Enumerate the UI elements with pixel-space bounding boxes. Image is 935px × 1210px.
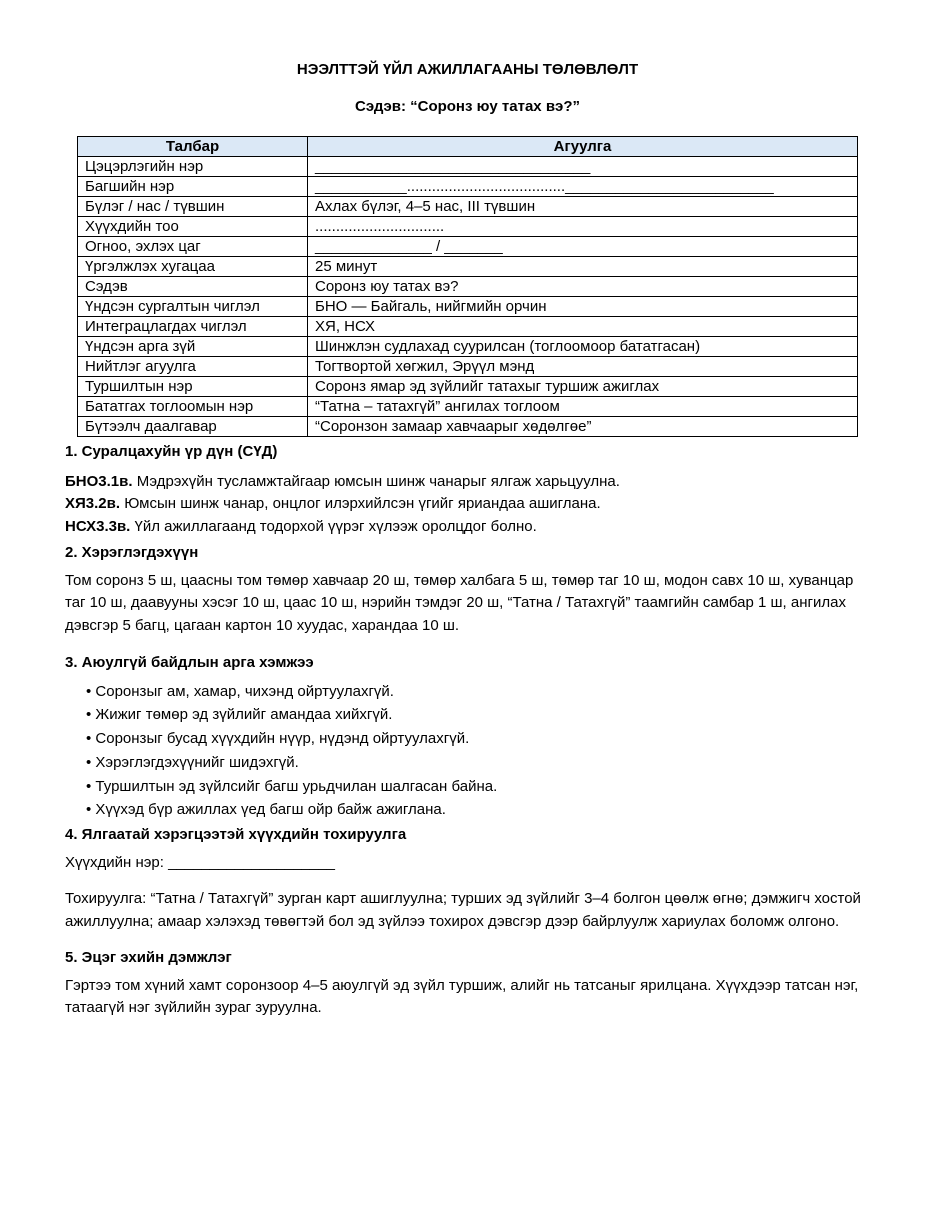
table-body (78, 157, 858, 437)
field-value: Соронз юу татах вэ? (308, 277, 858, 297)
field-label: Нийтлэг агуулга (78, 357, 308, 377)
field-label: Бататгах тоглоомын нэр (78, 397, 308, 417)
section-2-text: Том соронз 5 ш, цаасны том төмөр хавчаар 20 ш, төмөр халбага 5 ш, төмөр таг 10 ш, модон савх 10 ш, хуванцар таг 10 ш, даавууны хэсэг 10 ш, цаас 10 ш, нэрийн тэмдэг 20 ш, “Татна / Татахгүй” таамгийн самбар 1 ш, ангилах дэвсгэр 5 багц, цагаан картон 10 хуудас, харандаа 10 ш. (65, 571, 854, 634)
outcome-text: Юмсын шинж чанар, онцлог илэрхийлсэн үгийг яриандаа ашиглана. (120, 495, 601, 512)
table-row (78, 397, 858, 417)
field-label: Үндсэн арга зүй (78, 337, 308, 357)
field-label: Огноо, эхлэх цаг (78, 237, 308, 257)
field-value: Шинжлэн судлахад суурилсан (тоглоомоор бататгасан) (308, 337, 858, 357)
section-5-heading: 5. Эцэг эхийн дэмжлэг (65, 949, 232, 967)
field-value: “Татна – татахгүй” ангилах тоглоом (308, 397, 858, 417)
outcome-text: Үйл ажиллагаанд тодорхой үүрэг хүлээж оролцдог болно. (130, 517, 537, 535)
field-label: Хүүхдийн тоо (78, 217, 308, 237)
table-row (78, 417, 858, 437)
field-value: Ахлах бүлэг, 4–5 нас, III түвшин (308, 197, 858, 217)
section-4-heading: 4. Ялгаатай хэрэгцээтэй хүүхдийн тохируулга (65, 826, 407, 844)
list-item: • Соронзыг бусад хүүхдийн нүүр, нүдэнд ойртуулахгүй. (86, 730, 470, 748)
field-value: ............................... (308, 217, 858, 237)
field-value: Соронз ямар эд зүйлийг татахыг туршиж ажиглах (308, 377, 858, 397)
field-value: ХЯ, НСХ (308, 317, 858, 337)
field-value: ______________ / _______ (308, 237, 858, 257)
table-row (78, 377, 858, 397)
table-row (78, 317, 858, 337)
field-value: ___________......................................_________________________ (308, 177, 858, 197)
list-item: • Соронзыг ам, хамар, чихэнд ойртуулахгүй. (86, 682, 394, 700)
field-value: БНО — Байгаль, нийгмийн орчин (308, 297, 858, 317)
table-row (78, 177, 858, 197)
field-label: Бүлэг / нас / түвшин (78, 197, 308, 217)
table-row (78, 197, 858, 217)
document-title: НЭЭЛТТЭЙ ҮЙЛ АЖИЛЛАГААНЫ ТӨЛӨВЛӨЛТ (296, 61, 639, 78)
section-4-text: Тохируулга: “Татна / Татахгүй” зурган карт ашиглуулна; турших эд зүйлийг 3–4 болгон цөөлж өгнө; дэмжигч хостой ажиллуулна; амаар хэлэхэд төвөгтэй бол эд зүйлээ тохирох дэвсгэр дээр байрлуулж хариулах боломж олгоно. (65, 890, 861, 930)
outcome-code: ХЯ3.2в. (65, 495, 121, 512)
table-row (78, 277, 858, 297)
list-item: • Хэрэглэгдэхүүнийг шидэхгүй. (86, 753, 299, 771)
section-1-outcomes (65, 471, 873, 539)
field-label: Туршилтын нэр (78, 377, 308, 397)
field-label: Бүтээлч даалгавар (78, 417, 308, 437)
document-content (65, 441, 873, 1020)
table-row (78, 297, 858, 317)
table-row (78, 217, 858, 237)
field-label: Үргэлжлэх хугацаа (78, 257, 308, 277)
child-name-line: Хүүхдийн нэр: ____________________ (65, 853, 335, 871)
table-row (78, 357, 858, 377)
field-label: Багшийн нэр (78, 177, 308, 197)
table-header-row (78, 137, 858, 157)
field-value: “Соронзон замаар хавчаарыг хөдөлгөе” (308, 417, 858, 437)
outcome-code: БНО3.1в. (65, 472, 133, 490)
list-item: • Хүүхэд бүр ажиллах үед багш ойр байж ажиглана. (86, 801, 446, 819)
section-5-text: Гэртээ том хүний хамт соронзоор 4–5 аюулгүй эд зүйл туршиж, алийг нь татсаныг ярилцана. Хүүхдээр татсан нэг, татаагүй нэг зүйлийн зураг зуруулна. (65, 976, 859, 1017)
field-label: Сэдэв (78, 277, 308, 297)
outcome-item (65, 471, 873, 494)
document-subtitle: Сэдэв: “Соронз юу татах вэ?” (355, 98, 580, 115)
column-header-content: Агуулга (308, 137, 858, 157)
table-row (78, 157, 858, 177)
field-label: Интеграцлагдах чиглэл (78, 317, 308, 337)
field-label: Цэцэрлэгийн нэр (78, 157, 308, 177)
field-value: Тогтвортой хөгжил, Эрүүл мэнд (308, 357, 858, 377)
table-row (78, 237, 858, 257)
section-1-heading: 1. Суралцахуйн үр дүн (СҮД) (65, 443, 278, 460)
column-header-field: Талбар (78, 137, 308, 157)
section-2-heading: 2. Хэрэглэгдэхүүн (65, 544, 199, 561)
table-row (78, 257, 858, 277)
table-row (78, 337, 858, 357)
outcome-item (65, 493, 873, 516)
safety-list (65, 680, 873, 823)
field-value: 25 минут (308, 257, 858, 277)
field-label: Үндсэн сургалтын чиглэл (78, 297, 308, 317)
section-3-heading: 3. Аюулгүй байдлын арга хэмжээ (65, 654, 314, 671)
list-item: • Жижиг төмөр эд зүйлийг амандаа хийхгүй. (86, 706, 393, 724)
plan-info-table (77, 136, 858, 437)
outcome-item (65, 516, 873, 539)
outcome-text: Мэдрэхүйн тусламжтайгаар юмсын шинж чанарыг ялгаж харьцуулна. (132, 472, 620, 490)
outcome-code: НСХ3.3в. (65, 517, 131, 535)
list-item: • Туршилтын эд зүйлсийг багш урьдчилан шалгасан байна. (86, 777, 498, 795)
field-value: _________________________________ (308, 157, 858, 177)
